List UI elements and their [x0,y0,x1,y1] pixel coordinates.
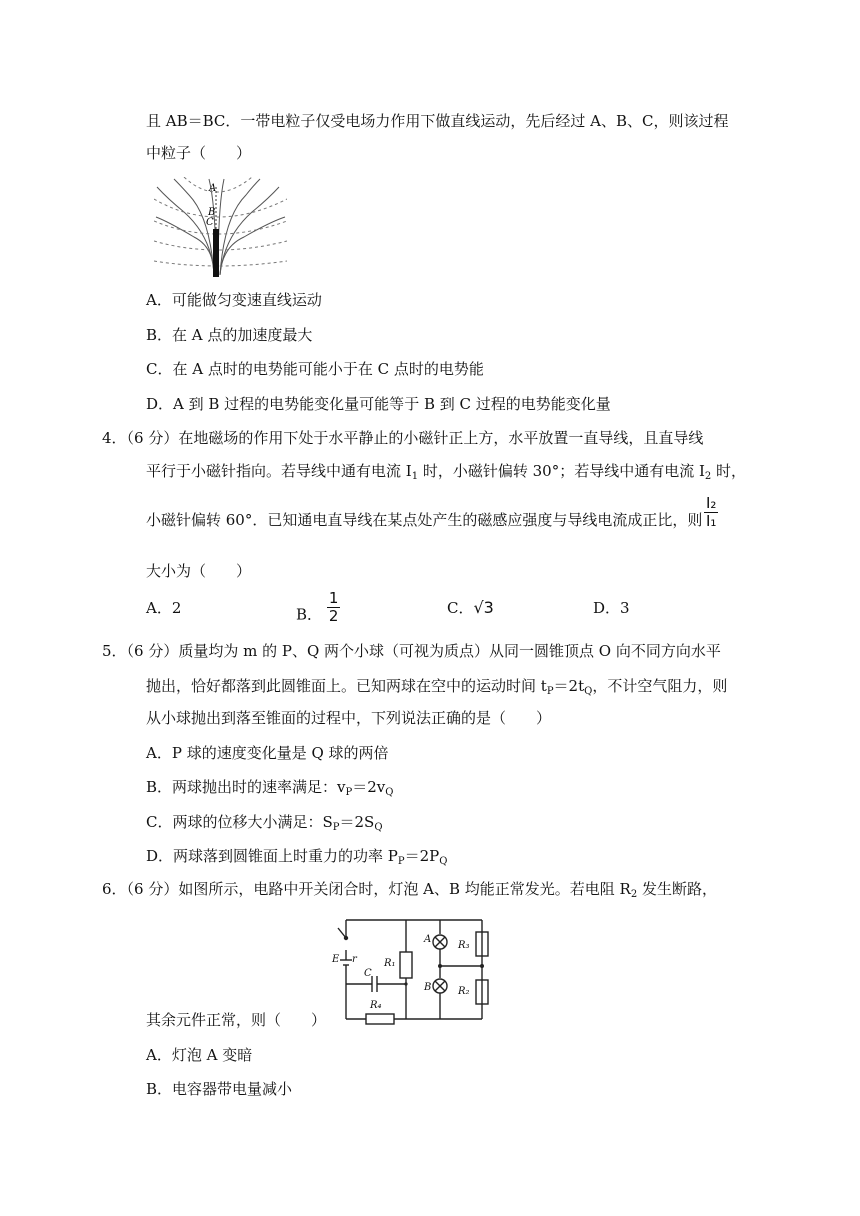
q5-option-d: D．两球落到圆锥面上时重力的功率 $P_P=2P_Q$ [146,847,448,867]
q4-stem-line1: 4．（6 分）在地磁场的作用下处于水平静止的小磁针正上方，水平放置一直导线，且直导线 [102,429,704,447]
q6-circuit-diagram [330,914,490,1026]
q6-stem-line1: 6．（6 分）如图所示，电路中开关闭合时，灯泡 A、B 均能正常发光。若电阻 $R_2$ 发生断路， [102,880,717,900]
q4-stem-line2: 平行于小磁针指向。若导线中通有电流 $I_1$ 时，小磁针偏转 30°；若导线中通有电流 $I_2$ 时， [146,462,747,482]
q5-stem-line3: 从小球抛出到落至锥面的过程中，下列说法正确的是（ ） [146,709,552,727]
q3-option-b: B．在 A 点的加速度最大 [146,326,313,344]
q3-option-c: C．在 A 点时的电势能可能小于在 C 点时的电势能 [146,360,484,378]
q6-stem-line2: 其余元件正常，则（ ） [146,1011,327,1029]
q3-option-a: A．可能做匀变速直线运动 [146,291,322,309]
circuit-label-b: B [424,982,432,993]
circuit-label-r3: R₃ [458,940,470,951]
q3-point-b-label: B [208,207,216,218]
circuit-label-r: r [352,954,357,965]
q5-option-c: C．两球的位移大小满足：$S_P=2S_Q$ [146,813,383,833]
circuit-label-a: A [424,934,432,945]
circuit-label-r4: R₄ [370,1000,382,1011]
q4-ratio-fraction: $\frac{\text{I₂}}{\text{I₁}}$ [706,494,717,530]
circuit-label-e: E [332,954,340,965]
circuit-label-c: C [364,968,372,979]
q5-option-a: A．P 球的速度变化量是 Q 球的两倍 [146,744,389,762]
q3-stem-line1: 且 AB＝BC．一带电粒子仅受电场力作用下做直线运动，先后经过 A、B、C，则该过程 [146,112,729,130]
q4-stem-line3: 小磁针偏转 60°．已知通电直导线在某点处产生的磁感应强度与导线电流成正比，则 [146,511,703,529]
q4-option-c: C．√3 [447,598,494,617]
circuit-label-r1: R₁ [384,958,396,969]
q4-option-b: B． $\frac{1}{2}$ [296,589,339,625]
q3-stem-line2: 中粒子（ ） [146,144,252,162]
q3-option-d: D．A 到 B 过程的电势能变化量可能等于 B 到 C 过程的电势能变化量 [146,395,611,413]
q5-option-b: B．两球抛出时的速率满足：$v_P=2v_Q$ [146,778,394,798]
q5-stem-line2: 抛出，恰好都落到此圆锥面上。已知两球在空中的运动时间 $t_P=2t_Q$，不计空气阻力，则 [146,677,728,697]
q3-field-lines-figure [154,177,287,277]
q4-stem-line4: 大小为（ ） [146,562,252,580]
q6-option-a: A．灯泡 A 变暗 [146,1046,253,1064]
q4-option-d: D．3 [593,599,630,617]
q3-point-a-label: A [209,183,217,194]
circuit-label-r2: R₂ [458,986,470,997]
q3-point-c-label: C [206,217,214,228]
q6-option-b: B．电容器带电量减小 [146,1080,293,1098]
q4-option-a: A．2 [146,599,182,617]
q5-stem-line1: 5．（6 分）质量均为 m 的 P、Q 两个小球（可视为质点）从同一圆锥顶点 O 向不同方向水平 [102,642,721,660]
